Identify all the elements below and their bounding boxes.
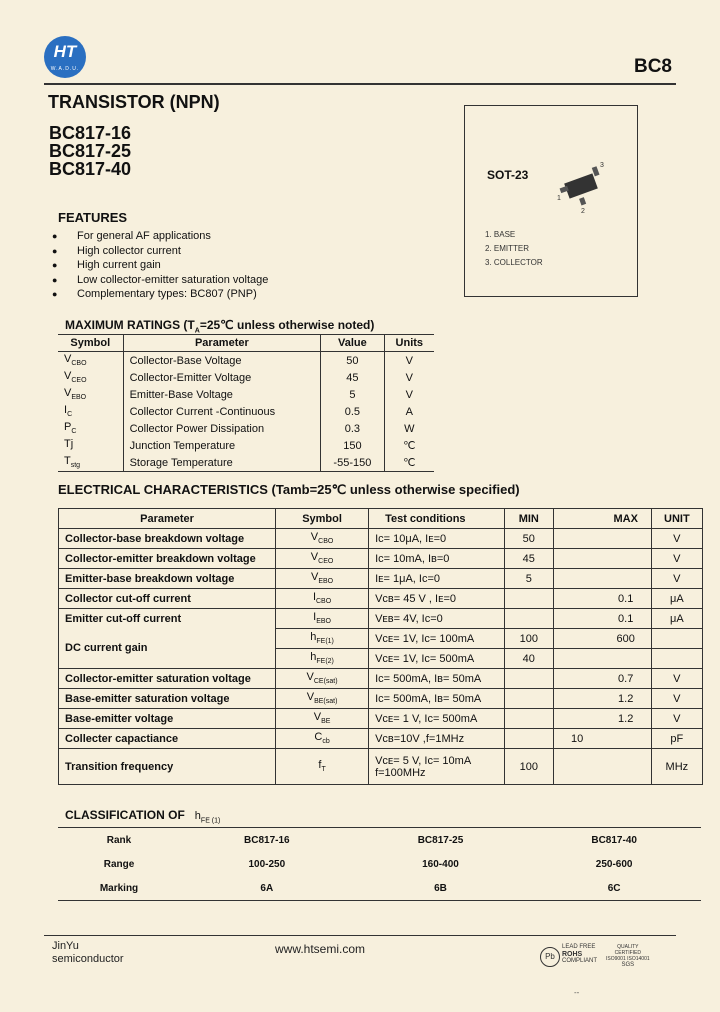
package-box	[464, 105, 638, 297]
typ-cell	[553, 629, 601, 649]
condition-cell: Vᴄᴇ= 1V, Iᴄ= 500mA	[369, 649, 505, 669]
typ-cell	[553, 649, 601, 669]
range-cell: 250-600	[595, 858, 633, 870]
unit-cell: A	[384, 403, 434, 420]
header-divider	[44, 83, 676, 85]
logo-subtext: W.A.D.U.	[50, 66, 80, 72]
parameter-cell: Transition frequency	[59, 749, 276, 785]
pin-item: 2. EMITTER	[485, 244, 530, 253]
typ-cell	[553, 749, 601, 785]
symbol-cell: $I_C$	[64, 404, 73, 419]
pin-number-label: 3	[600, 162, 604, 169]
row-label: Range	[103, 858, 135, 870]
parameter-cell: Collector cut-off current	[59, 589, 276, 609]
table-row	[59, 589, 703, 609]
condition-cell: Iᴄ= 500mA, Iʙ= 50mA	[369, 669, 505, 689]
symbol-cell: $h_{FE(1)}$	[276, 629, 369, 649]
max-cell: 600	[601, 629, 651, 649]
website-link[interactable]: www.htsemi.com	[275, 942, 366, 956]
condition-cell: Vᴄʙ=10V ,f=1MHz	[369, 729, 505, 749]
pin-number-label: 1	[557, 195, 561, 202]
max-cell	[601, 549, 651, 569]
parameter-cell: Collector-Emitter Voltage	[123, 369, 321, 386]
symbol-cell: $I_{CBO}$	[276, 589, 369, 609]
parameter-cell: DC current gain	[59, 629, 276, 669]
unit-cell: ℃	[384, 454, 434, 472]
part-number: BC817-25	[49, 141, 132, 161]
table-row	[59, 729, 703, 749]
typ-cell	[553, 689, 601, 709]
condition-cell: Vᴄᴇ= 1V, Iᴄ= 100mA	[369, 629, 505, 649]
bullet-icon: ●	[52, 274, 58, 285]
unit-cell: μA	[651, 589, 702, 609]
table-row	[58, 454, 434, 472]
typ-cell	[553, 669, 601, 689]
condition-cell: Vᴇʙ= 4V, Iᴄ=0	[369, 609, 505, 629]
header-part-code: BC8	[633, 56, 672, 77]
table-row	[58, 420, 434, 437]
range-cell: 160-400	[422, 858, 459, 870]
part-number: BC817-40	[49, 159, 132, 179]
table-row	[59, 629, 703, 649]
electrical-table	[58, 508, 703, 785]
parameter-cell: Collector-Base Voltage	[123, 352, 321, 370]
symbol-cell: $V_{CBO}$	[64, 353, 87, 368]
footer-divider	[44, 935, 676, 936]
unit-cell: V	[651, 569, 702, 589]
column-header: Parameter	[59, 509, 276, 529]
symbol-cell: $V_{EBO}$	[276, 569, 369, 589]
min-cell: 45	[505, 549, 553, 569]
column-header: Symbol	[276, 509, 369, 529]
parameter-cell: Collector Power Dissipation	[123, 420, 321, 437]
unit-cell: pF	[651, 729, 702, 749]
table-row	[58, 369, 434, 386]
max-cell: 1.2	[601, 689, 651, 709]
symbol-cell: $V_{BE(sat)}$	[276, 689, 369, 709]
symbol-cell: $P_C$	[64, 421, 77, 436]
min-cell: 50	[505, 529, 553, 549]
row-label: Rank	[58, 828, 180, 853]
electrical-heading: ELECTRICAL CHARACTERISTICS (Tamb=25℃ unless otherwise specified)	[58, 482, 520, 497]
sot23-package-icon	[553, 158, 615, 214]
classification-table	[58, 827, 701, 901]
max-cell	[601, 749, 651, 785]
unit-cell: V	[384, 386, 434, 403]
parameter-cell: Junction Temperature	[123, 437, 321, 454]
parameter-cell: Storage Temperature	[123, 454, 321, 472]
column-header: Value	[321, 335, 384, 352]
min-cell	[505, 689, 553, 709]
pin-item: 3. COLLECTOR	[485, 258, 543, 267]
max-cell: 0.1	[601, 589, 651, 609]
column-header: Symbol	[58, 335, 123, 352]
column-header: UNIT	[651, 509, 702, 529]
symbol-cell: $V_{CBO}$	[276, 529, 369, 549]
min-cell: 5	[505, 569, 553, 589]
min-cell: 40	[505, 649, 553, 669]
parameter-cell: Emitter-Base Voltage	[123, 386, 321, 403]
max-cell	[601, 569, 651, 589]
symbol-cell: Tj	[64, 438, 74, 451]
typ-cell	[553, 709, 601, 729]
classification-heading: CLASSIFICATION OF $h_{FE (1)}$	[65, 808, 221, 825]
parameter-cell: Base-emitter saturation voltage	[59, 689, 276, 709]
pin-list	[485, 228, 543, 270]
symbol-cell: $C_{cb}$	[276, 729, 369, 749]
lead-free-icon: Pb	[540, 947, 560, 967]
table-row	[58, 852, 701, 876]
symbol-cell: $V_{CEO}$	[64, 370, 87, 385]
value-cell: 5	[321, 386, 384, 403]
marking-cell: 6C	[527, 876, 701, 901]
symbol-cell: $h_{FE(2)}$	[276, 649, 369, 669]
typ-cell	[553, 589, 601, 609]
part-numbers	[49, 124, 131, 178]
company-logo	[44, 36, 86, 78]
condition-cell: Iᴇ= 1μA, Iᴄ=0	[369, 569, 505, 589]
bullet-icon: ●	[52, 260, 58, 270]
features-list	[52, 229, 268, 302]
quality-badge: QUALITY CERTIFIED ISO9001 ISO14001 SGS	[606, 944, 650, 968]
condition-cell: Vᴄᴇ= 1 V, Iᴄ= 500mA	[369, 709, 505, 729]
feature-item: ● Low collector-emitter saturation voltage	[52, 273, 269, 286]
table-row	[59, 609, 703, 629]
table-row	[59, 529, 703, 549]
table-row	[58, 437, 434, 454]
table-row	[59, 749, 703, 785]
typ-cell	[553, 609, 601, 629]
max-cell	[601, 649, 651, 669]
value-cell: 150	[321, 437, 384, 454]
value-cell: 45	[321, 369, 384, 386]
range-cell: 100-250	[248, 858, 286, 870]
min-cell: 100	[505, 749, 553, 785]
symbol-cell: $I_{EBO}$	[276, 609, 369, 629]
column-header: MIN	[505, 509, 553, 529]
unit-cell: μA	[651, 609, 702, 629]
parameter-cell: Collector Current -Continuous	[123, 403, 321, 420]
min-cell	[505, 589, 553, 609]
value-cell: 50	[321, 352, 384, 370]
min-cell	[505, 609, 553, 629]
table-header-row	[58, 335, 434, 352]
unit-cell: W	[384, 420, 434, 437]
typ-cell	[553, 549, 601, 569]
table-row	[58, 403, 434, 420]
parameter-cell: Collecter capactiance	[59, 729, 276, 749]
page-mark: --	[574, 988, 580, 997]
rank-cell: BC817-40	[527, 828, 701, 853]
max-cell: 0.1	[601, 609, 651, 629]
package-name: SOT-23	[487, 168, 529, 182]
min-cell	[505, 729, 553, 749]
unit-cell	[651, 649, 702, 669]
typ-cell: 10	[553, 729, 601, 749]
parameter-cell: Collector-emitter breakdown voltage	[59, 549, 276, 569]
pin-item: 1. BASE	[485, 230, 516, 239]
table-row	[59, 569, 703, 589]
column-header: Test conditions	[369, 509, 505, 529]
symbol-cell: $V_{EBO}$	[64, 387, 87, 402]
symbol-cell: $T_{stg}$	[58, 454, 123, 472]
row-label: Marking	[58, 876, 180, 901]
table-row	[59, 669, 703, 689]
table-row	[59, 709, 703, 729]
table-row	[58, 352, 434, 370]
condition-cell: Iᴄ= 500mA, Iʙ= 50mA	[369, 689, 505, 709]
page-title: TRANSISTOR (NPN)	[48, 92, 220, 112]
table-row	[58, 386, 434, 403]
max-ratings-heading: MAXIMUM RATINGS ($T_A=25℃$ unless otherwise noted)	[65, 318, 375, 335]
parameter-cell: Emitter-base breakdown voltage	[59, 569, 276, 589]
symbol-cell: $V_{BE}$	[276, 709, 369, 729]
feature-item: ● Complementary types: BC807 (PNP)	[52, 288, 257, 300]
column-header: Parameter	[123, 335, 321, 352]
logo-text: HT	[53, 42, 77, 61]
feature-item: ● High current gain	[52, 259, 161, 271]
table-row	[58, 876, 701, 901]
features-heading: FEATURES	[58, 210, 128, 225]
table-row	[59, 549, 703, 569]
condition-cell: Vᴄʙ= 45 V , Iᴇ=0	[369, 589, 505, 609]
max-cell	[601, 529, 651, 549]
max-ratings-table	[58, 334, 434, 472]
unit-cell: MHz	[651, 749, 702, 785]
typ-cell	[553, 529, 601, 549]
parameter-cell: Emitter cut-off current	[59, 609, 276, 629]
max-cell	[601, 729, 651, 749]
max-cell: 0.7	[601, 669, 651, 689]
bullet-icon: ●	[52, 245, 58, 256]
table-header-row	[59, 509, 703, 529]
unit-cell: V	[384, 352, 434, 370]
max-cell: 1.2	[601, 709, 651, 729]
rohs-badge: LEAD FREE ROHS COMPLIANT	[562, 944, 598, 964]
marking-cell: 6A	[180, 876, 354, 901]
unit-cell: V	[651, 529, 702, 549]
table-row	[59, 689, 703, 709]
condition-cell: Iᴄ= 10μA, Iᴇ=0	[369, 529, 505, 549]
condition-cell: Iᴄ= 10mA, Iʙ=0	[369, 549, 505, 569]
value-cell: -55-150	[321, 454, 384, 472]
min-cell	[505, 709, 553, 729]
feature-item: ● For general AF applications	[52, 230, 211, 242]
unit-cell: V	[384, 369, 434, 386]
unit-cell	[651, 629, 702, 649]
parameter-cell: Collector-base breakdown voltage	[59, 529, 276, 549]
symbol-cell: $V_{CE(sat)}$	[276, 669, 369, 689]
unit-cell: V	[651, 689, 702, 709]
symbol-cell: $V_{CEO}$	[276, 549, 369, 569]
unit-cell: ℃	[384, 437, 434, 454]
marking-cell: 6B	[354, 876, 528, 901]
min-cell: 100	[505, 629, 553, 649]
column-header: Units	[384, 335, 434, 352]
parameter-cell: Base-emitter voltage	[59, 709, 276, 729]
column-header	[553, 509, 601, 529]
column-header: MAX	[601, 509, 651, 529]
pin-number-label: 2	[581, 208, 585, 214]
min-cell	[505, 669, 553, 689]
unit-cell: V	[651, 669, 702, 689]
symbol-cell: $f_T$	[276, 749, 369, 785]
bullet-icon: ●	[52, 231, 58, 241]
feature-item: ● High collector current	[52, 244, 181, 257]
parameter-cell: Collector-emitter saturation voltage	[59, 669, 276, 689]
value-cell: 0.5	[321, 403, 384, 420]
bullet-icon: ●	[52, 289, 58, 299]
unit-cell: V	[651, 709, 702, 729]
rank-cell: BC817-25	[354, 828, 528, 853]
part-number: BC817-16	[49, 123, 132, 143]
condition-cell: Vᴄᴇ= 5 V, Iᴄ= 10mA f=100MHz	[369, 749, 505, 785]
company-name: JinYu semiconductor	[52, 940, 124, 965]
typ-cell	[553, 569, 601, 589]
rank-cell: BC817-16	[180, 828, 354, 853]
unit-cell: V	[651, 549, 702, 569]
value-cell: 0.3	[321, 420, 384, 437]
table-row	[58, 828, 701, 853]
